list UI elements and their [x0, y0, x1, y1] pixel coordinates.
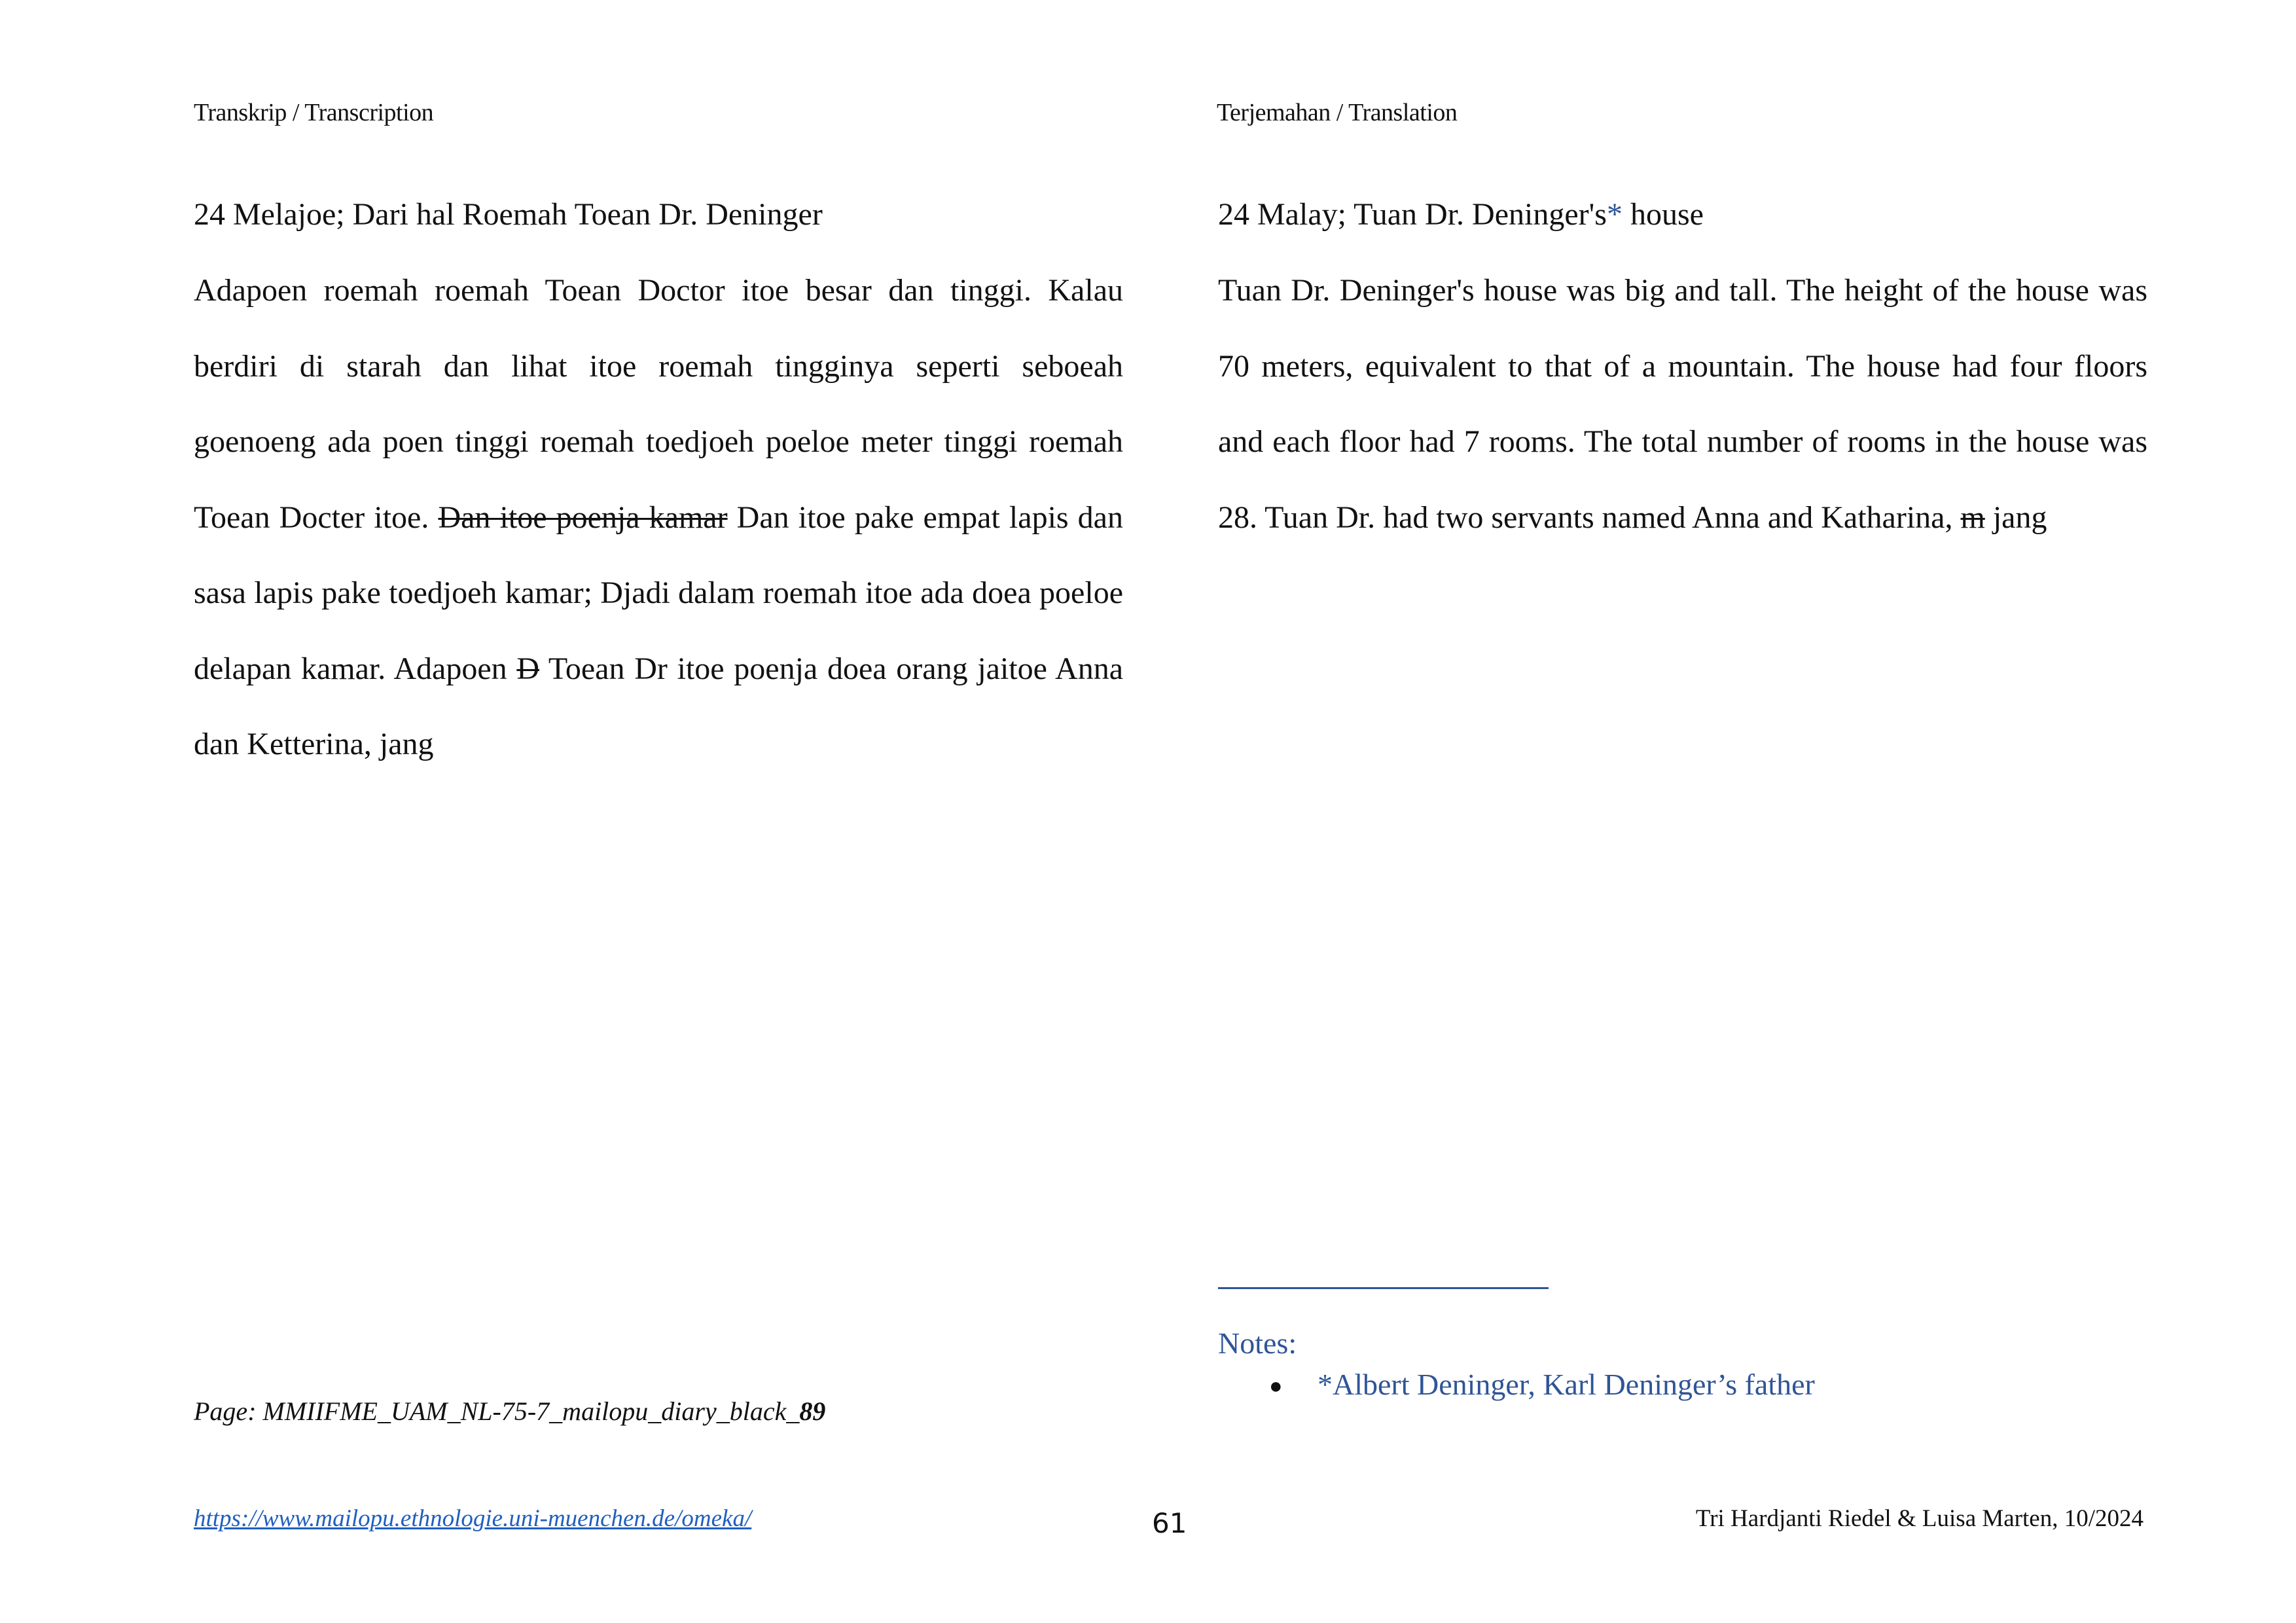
notes-divider [1218, 1287, 1549, 1289]
translation-column-header: Terjemahan / Translation [1217, 99, 1458, 126]
translation-title-start: 24 Malay; Tuan Dr. Deninger's [1218, 197, 1607, 232]
bullet-icon: ● [1269, 1374, 1283, 1398]
website-link[interactable]: https://www.mailopu.ethnologie.uni-muenchen.de/omeka/ [194, 1505, 752, 1532]
page-reference [194, 1396, 825, 1427]
transcription-text-3: Toean Dr itoe poenja doea orang jaitoe Anna dan Ketterina, jang [194, 651, 1124, 761]
translation-text-2: jang [1984, 500, 2047, 535]
transcription-title: 24 Melajoe; Dari hal Roemah Toean Dr. Deninger [194, 197, 823, 232]
transcription-column-header: Transkrip / Transcription [194, 99, 434, 126]
notes-title: Notes: [1218, 1326, 1297, 1360]
translation-column [1218, 189, 2147, 555]
translation-title-end: house [1622, 197, 1704, 232]
page-number: 61 [1152, 1507, 1187, 1539]
transcription-paragraph [194, 253, 1123, 782]
struck-through-text-1: Dan itoe poenja kamar [438, 500, 728, 535]
transcription-text-2: Dan itoe pake empat lapis dan sasa lapis pake toedjoeh kamar; Djadi dalam roemah itoe ada doea poeloe delapan kamar. Adapoen [194, 500, 1123, 686]
note-text: *Albert Deninger, Karl Deninger’s father [1318, 1368, 1815, 1401]
transcription-text-1: Adapoen roemah roemah Toean Doctor itoe besar dan tinggi. Kalau berdiri di starah dan lihat itoe roemah tingginya seperti seboeah goenoeng ada poen tinggi roemah toedjoeh poeloe meter tinggi roemah Toean Docter itoe. [194, 273, 1123, 535]
page-reference-number: 89 [799, 1396, 826, 1426]
struck-through-text-2: D [516, 651, 540, 686]
page-reference-prefix: Page: MMIIFME_UAM_NL-75-7_mailopu_diary_black_ [194, 1396, 800, 1426]
footnote-marker: * [1606, 197, 1623, 232]
translation-text-1: Tuan Dr. Deninger's house was big and tall. The height of the house was 70 meters, equivalent to that of a mountain. The house had four floors and each floor had 7 rooms. The total number of rooms in the house was 28. Tuan Dr. had two servants named Anna and Katharina, [1218, 273, 2147, 535]
translation-paragraph [1218, 253, 2147, 555]
footer-credit: Tri Hardjanti Riedel & Luisa Marten, 10/2024 [1695, 1505, 2144, 1532]
note-item [1218, 1367, 1815, 1402]
notes-list [1218, 1367, 1815, 1402]
translation-struck-through-text: m [1960, 500, 1985, 535]
translation-title [1218, 189, 2147, 241]
transcription-column [194, 189, 1123, 782]
